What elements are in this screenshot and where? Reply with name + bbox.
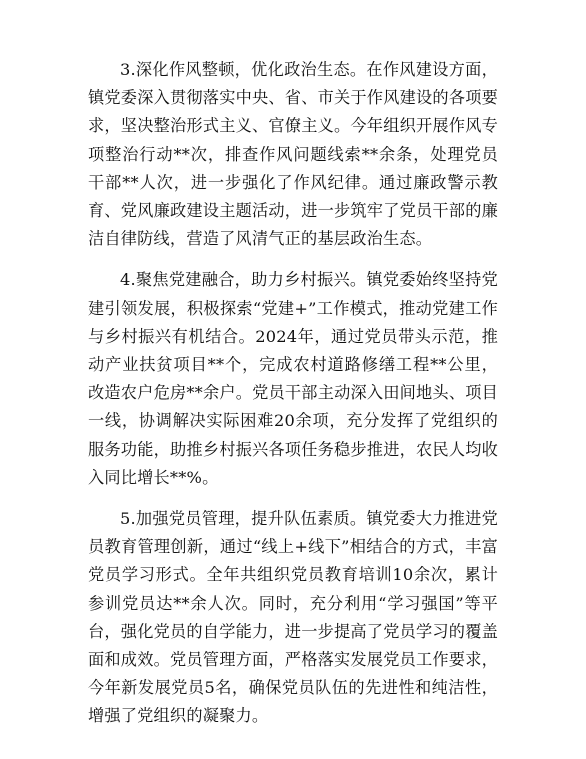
paragraph-rural-revitalization: 4.聚焦党建融合，助力乡村振兴。镇党委始终坚持党建引领发展，积极探索“党建+”工作模式，推动党建工作与乡村振兴有机结合。2024年，通过党员带头示范，推动产业扶贫项目**个，完成农村道路修缮工程**公里，改造农户危房**余户。党员干部主动深入田间地头、项目一线，协调解决实际困难20余项，充分发挥了党组织的服务功能，助推乡村振兴各项任务稳步推进，农民人均收入同比增长**%。 xyxy=(88,270,498,487)
paragraph-style-rectification: 3.深化作风整顿，优化政治生态。在作风建设方面，镇党委深入贯彻落实中央、省、市关于作风建设的各项要求，坚决整治形式主义、官僚主义。今年组织开展作风专项整治行动**次，排查作风问题线索**余条，处理党员干部**人次，进一步强化了作风纪律。通过廉政警示教育、党风廉政建设主题活动，进一步筑牢了党员干部的廉洁自律防线，营造了风清气正的基层政治生态。 xyxy=(88,60,498,249)
paragraph-member-management: 5.加强党员管理，提升队伍素质。镇党委大力推进党员教育管理创新，通过“线上+线下”相结合的方式，丰富党员学习形式。全年共组织党员教育培训10余次，累计参训党员达**余人次。同时，充分利用“学习强国”等平台，强化党员的自学能力，进一步提高了党员学习的覆盖面和成效。党员管理方面，严格落实发展党员工作要求，今年新发展党员5名，确保党员队伍的先进性和纯洁性，增强了党组织的凝聚力。 xyxy=(88,509,498,726)
